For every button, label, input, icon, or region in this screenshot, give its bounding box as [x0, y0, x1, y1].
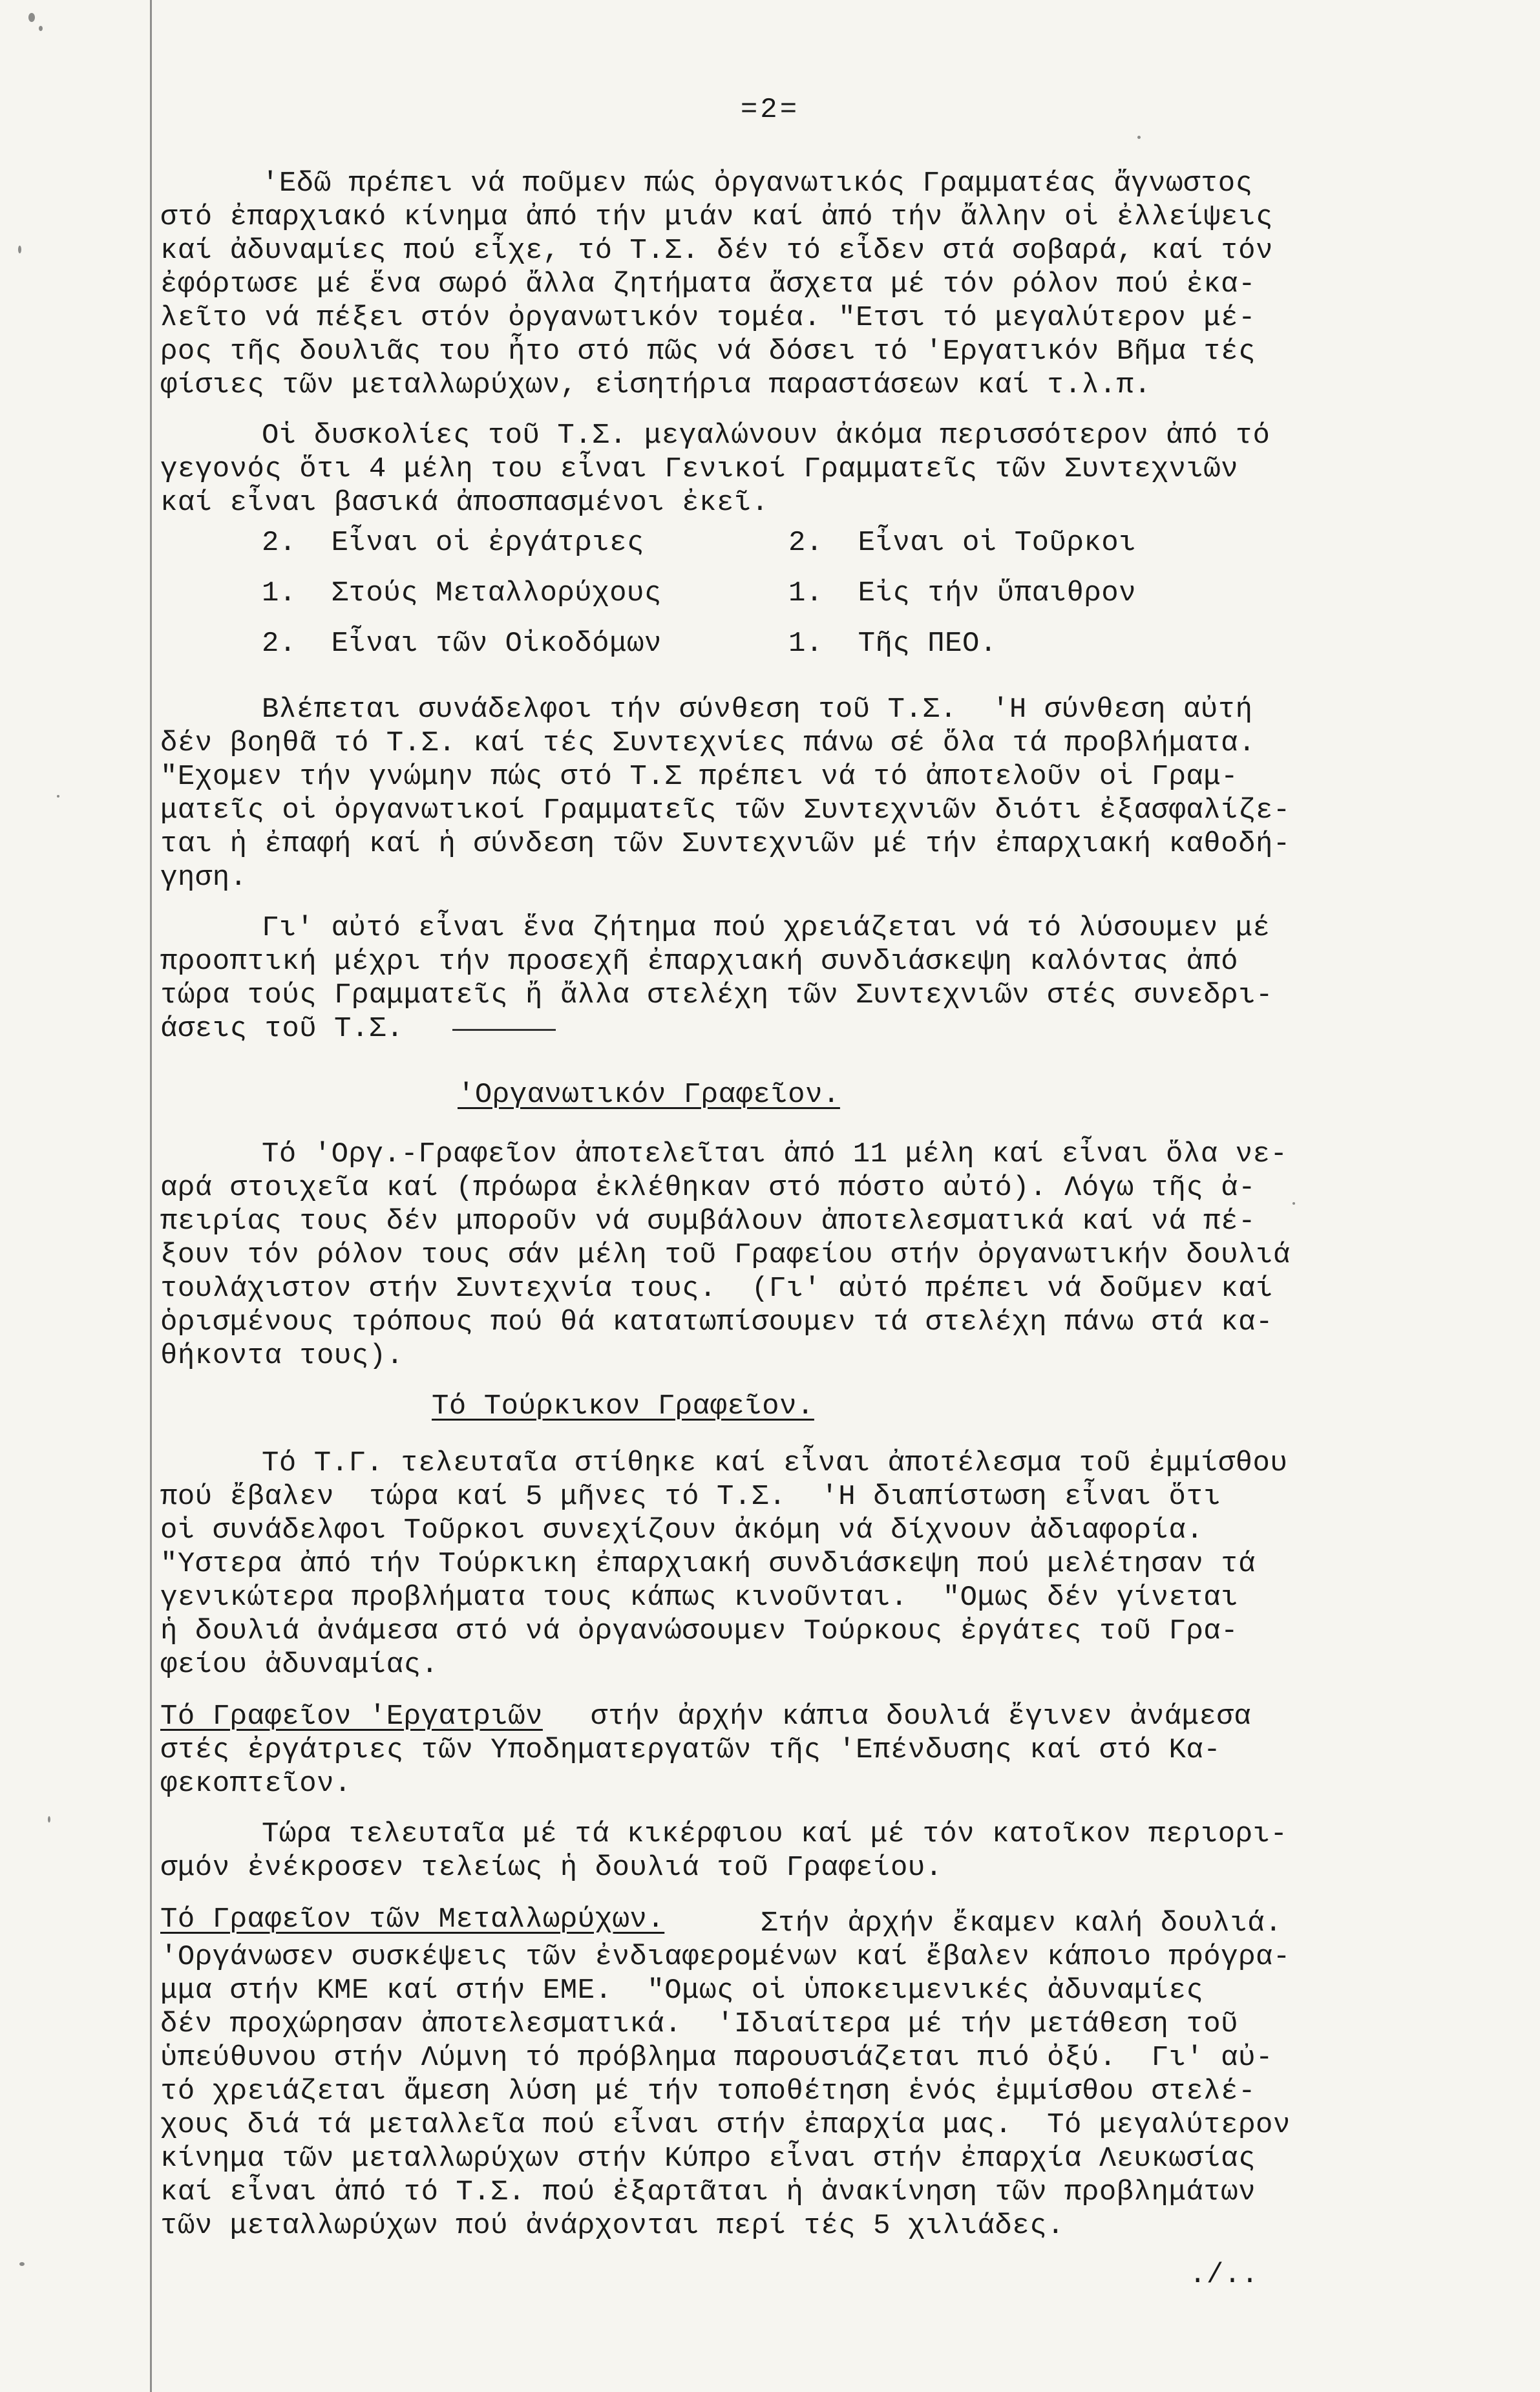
- paragraph-line: ἡ δουλιά ἀνάμεσα στό νά ὀργανώσουμεν Τούρκους ἐργάτες τοῦ Γρα-: [160, 1615, 1239, 1647]
- paragraph-line: καί εἶναι βασικά ἀποσπασμένοι ἐκεῖ.: [160, 487, 769, 519]
- paragraph-line: τό χρειάζεται ἄμεση λύση μέ τήν τοποθέτηση ἑνός ἐμμίσθου στελέ-: [160, 2075, 1256, 2108]
- paragraph-line: κίνημα τῶν μεταλλωρύχων στήν Κύπρο εἶναι στήν ἐπαρχία Λευκωσίας: [160, 2143, 1256, 2175]
- paragraph-line: σμόν ἐνέκροσεν τελείως ἡ δουλιά τοῦ Γραφείου.: [160, 1852, 943, 1884]
- section-heading-miners-office: Τό Γραφεῖον τῶν Μεταλλωρύχων.: [160, 1903, 665, 1936]
- paragraph-line: ὑπεύθυνου στήν Λύμνη τό πρόβλημα παρουσιάζεται πιό ὀξύ. Γι' αὐ-: [160, 2042, 1273, 2074]
- member-list-item: 1. Τῆς ΠΕΟ.: [788, 628, 997, 660]
- paragraph-line: τώρα τούς Γραμματεῖς ἤ ἄλλα στελέχη τῶν Συντεχνιῶν στές συνεδρι-: [160, 979, 1273, 1011]
- paragraph-line: Τό Τ.Γ. τελευταῖα στίθηκε καί εἶναι ἀποτέλεσμα τοῦ ἐμμίσθου: [262, 1447, 1288, 1479]
- paragraph-line: πειρίας τους δέν μποροῦν νά συμβάλουν ἀποτελεσματικά καί νά πέ-: [160, 1205, 1256, 1238]
- paragraph-line: γενικώτερα προβλήματα τους κάπως κινοῦνται. "Ομως δέν γίνεται: [160, 1582, 1239, 1614]
- paragraph-line: Γι' αὐτό εἶναι ἕνα ζήτημα πού χρειάζεται νά τό λύσουμεν μέ: [262, 912, 1271, 944]
- paragraph-line: φίσιες τῶν μεταλλωρύχων, εἰσητήρια παραστάσεων καί τ.λ.π.: [160, 369, 1152, 401]
- paragraph-line: ἐφόρτωσε μέ ἕνα σωρό ἄλλα ζητήματα ἄσχετα μέ τόν ρόλον πού ἐκα-: [160, 268, 1256, 301]
- paragraph-line: δέν βοηθᾶ τό Τ.Σ. καί τές Συντεχνίες πάνω σέ ὅλα τά προβλήματα.: [160, 727, 1256, 759]
- paragraph-line: τῶν μεταλλωρύχων πού ἀνάρχονται περί τές 5 χιλιάδες.: [160, 2210, 1065, 2242]
- paragraph-line: τουλάχιστον στήν Συντεχνία τους. (Γι' αὐτό πρέπει νά δοῦμεν καί: [160, 1273, 1273, 1305]
- paragraph-line: άσεις τοῦ Τ.Σ.: [160, 1013, 404, 1045]
- paragraph-line: ματεῖς οἱ ὀργανωτικοί Γραμματεῖς τῶν Συντεχνιῶν διότι ἐξασφαλίζε-: [160, 794, 1291, 827]
- page-number: =2=: [740, 94, 800, 126]
- left-margin-line: [150, 0, 152, 2392]
- member-list-item: 2. Εἶναι τῶν Οἰκοδόμων: [262, 628, 662, 660]
- paragraph-line: ὁρισμένους τρόπους πού θά κατατωπίσουμεν τά στελέχη πάνω στά κα-: [160, 1306, 1273, 1339]
- paragraph-line: στήν ἀρχήν κάπια δουλιά ἔγινεν ἀνάμεσα: [556, 1700, 1252, 1733]
- paragraph-line: οἱ συνάδελφοι Τοῦρκοι συνεχίζουν ἀκόμη νά δίχνουν ἀδιαφορία.: [160, 1514, 1204, 1547]
- paragraph-line: Στήν ἀρχήν ἔκαμεν καλή δουλιά.: [743, 1907, 1283, 1940]
- paragraph-line: αρά στοιχεῖα καί (πρόωρα ἐκλέθηκαν στό πόστο αὐτό). Λόγω τῆς ἀ-: [160, 1172, 1256, 1204]
- paragraph-line: ται ἡ ἐπαφή καί ἡ σύνδεση τῶν Συντεχνιῶν μέ τήν ἐπαρχιακή καθοδή-: [160, 828, 1291, 860]
- ink-dash: [452, 1029, 556, 1031]
- paragraph-line: "Υστερα ἀπό τήν Τούρκικη ἐπαρχιακή συνδιάσκεψη πού μελέτησαν τά: [160, 1548, 1256, 1580]
- paragraph-line: 'Οργάνωσεν συσκέψεις τῶν ἐνδιαφερομένων καί ἔβαλεν κάποιο πρόγρα-: [160, 1941, 1291, 1973]
- section-heading-organizational-office: 'Οργανωτικόν Γραφεῖον.: [458, 1079, 840, 1111]
- paragraph-line: θήκοντα τους).: [160, 1340, 404, 1372]
- paragraph-line: δέν προχώρησαν ἀποτελεσματικά. 'Ιδιαίτερα μέ τήν μετάθεση τοῦ: [160, 2008, 1239, 2040]
- continuation-marker: ./..: [1189, 2259, 1259, 2291]
- paragraph-line: ξουν τόν ρόλον τους σάν μέλη τοῦ Γραφείου στήν ὀργανωτικήν δουλιά: [160, 1239, 1291, 1271]
- paragraph-line: προοπτική μέχρι τήν προσεχῆ ἐπαρχιακή συνδιάσκεψη καλόντας ἀπό: [160, 946, 1239, 978]
- paragraph-line: Βλέπεται συνάδελφοι τήν σύνθεση τοῦ Τ.Σ. 'Η σύνθεση αὐτή: [262, 693, 1253, 726]
- section-heading-women-workers-office: Τό Γραφεῖον 'Εργατριῶν: [160, 1700, 543, 1733]
- paragraph-line: ρος τῆς δουλιᾶς του ἦτο στό πῶς νά δόσει τό 'Εργατικόν Βῆμα τές: [160, 335, 1256, 368]
- paragraph-line: γεγονός ὅτι 4 μέλη του εἶναι Γενικοί Γραμματεῖς τῶν Συντεχνιῶν: [160, 453, 1239, 485]
- paragraph-line: φεκοπτεῖον.: [160, 1768, 352, 1800]
- paragraph-line: φείου ἀδυναμίας.: [160, 1649, 439, 1681]
- paragraph-line: Τώρα τελευταῖα μέ τά κικέρφιου καί μέ τόν κατοῖκον περιορι-: [262, 1818, 1288, 1850]
- paragraph-line: μμα στήν ΚΜΕ καί στήν ΕΜΕ. "Ομως οἱ ὑποκειμενικές ἀδυναμίες: [160, 1974, 1204, 2007]
- member-list-item: 2. Εἶναι οἱ ἐργάτριες: [262, 527, 644, 559]
- member-list-item: 1. Εἰς τήν ὕπαιθρον: [788, 577, 1137, 609]
- paragraph-line: στές ἐργάτριες τῶν Υποδηματεργατῶν τῆς 'Επένδυσης καί στό Κα-: [160, 1734, 1221, 1766]
- paragraph-line: καί εἶναι ἀπό τό Τ.Σ. πού ἐξαρτᾶται ἡ ἀνακίνηση τῶν προβλημάτων: [160, 2176, 1256, 2208]
- member-list-item: 2. Εἶναι οἱ Τοῦρκοι: [788, 527, 1137, 559]
- paragraph-line: στό ἐπαρχιακό κίνημα ἀπό τήν μιάν καί ἀπό τήν ἄλλην οἱ ἐλλείψεις: [160, 201, 1273, 233]
- member-list-item: 1. Στούς Μεταλλορύχους: [262, 577, 662, 609]
- section-heading-turkish-office: Τό Τούρκικον Γραφεῖον.: [432, 1390, 814, 1423]
- paragraph-line: καί ἀδυναμίες πού εἶχε, τό Τ.Σ. δέν τό εἶδεν στά σοβαρά, καί τόν: [160, 235, 1273, 267]
- paragraph-line: 'Εδῶ πρέπει νά ποῦμεν πώς ὀργανωτικός Γραμματέας ἄγνωστος: [262, 167, 1253, 200]
- paragraph-line: γηση.: [160, 862, 248, 894]
- paragraph-line: χους διά τά μεταλλεῖα πού εἶναι στήν ἐπαρχία μας. Τό μεγαλύτερον: [160, 2109, 1291, 2141]
- paragraph-line: "Εχομεν τήν γνώμην πώς στό Τ.Σ πρέπει νά τό ἀποτελοῦν οἱ Γραμ-: [160, 761, 1239, 793]
- paragraph-line: πού ἔβαλεν τώρα καί 5 μῆνες τό Τ.Σ. 'Η διαπίστωση εἶναι ὅτι: [160, 1481, 1221, 1513]
- paragraph-line: Οἱ δυσκολίες τοῦ Τ.Σ. μεγαλώνουν ἀκόμα περισσότερον ἀπό τό: [262, 419, 1271, 452]
- paragraph-line: λεῖτο νά πέξει στόν ὀργανωτικόν τομέα. "Ετσι τό μεγαλύτερον μέ-: [160, 302, 1256, 334]
- paragraph-line: Τό 'Οργ.-Γραφεῖον ἀποτελεῖται ἀπό 11 μέλη καί εἶναι ὅλα νε-: [262, 1138, 1288, 1170]
